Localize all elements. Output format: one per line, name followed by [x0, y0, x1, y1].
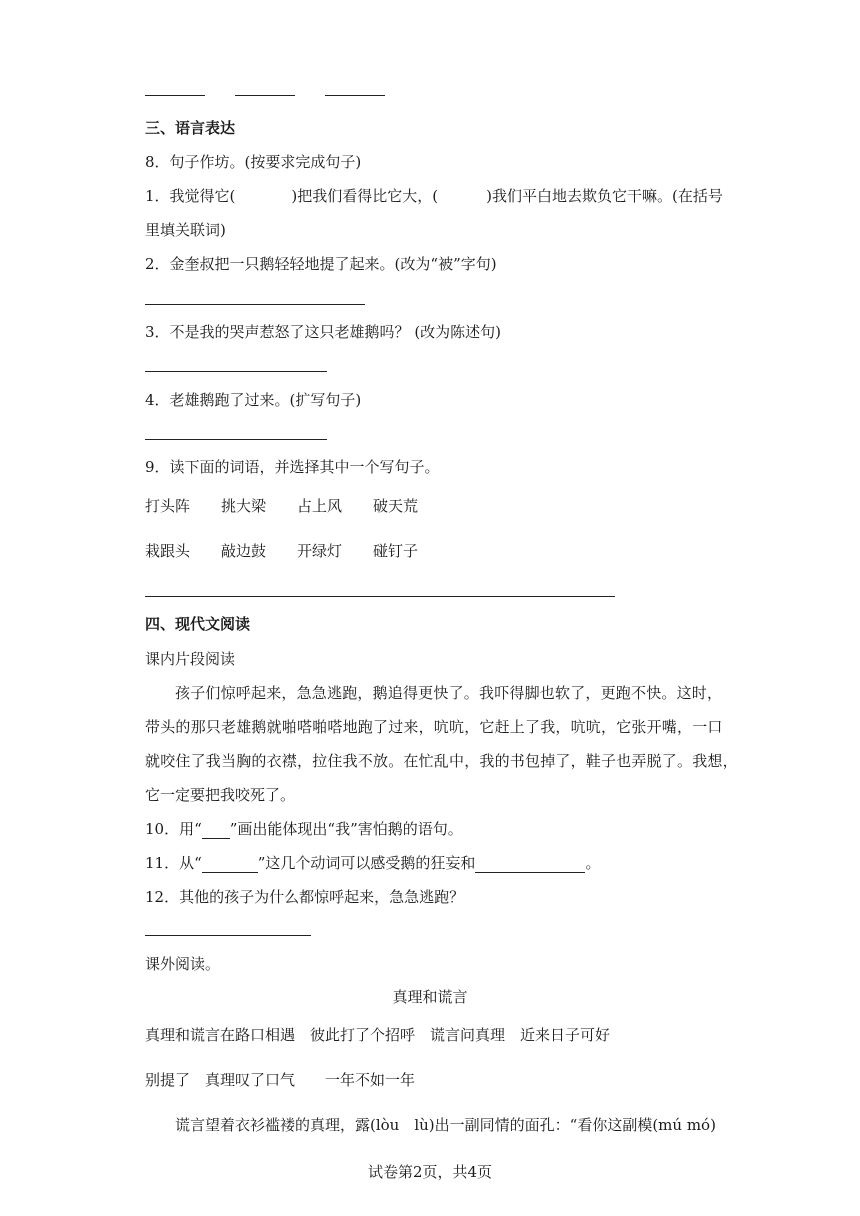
passage-line-2: 带头的那只老雄鹅就啪嗒啪嗒地跑了过来，吭吭，它赶上了我，吭吭，它张开嘴，一口 — [145, 718, 723, 736]
extra-reading-label: 课外阅读。 — [145, 955, 221, 973]
answer-blank-3 — [325, 95, 385, 96]
answer-line-q12[interactable] — [145, 935, 311, 936]
question-9-title: 9．读下面的词语，并选择其中一个写句子。 — [145, 458, 440, 476]
section-heading-3: 三、语言表达 — [145, 119, 236, 137]
idiom: 碰钉子 — [373, 542, 419, 560]
idiom: 挑大梁 — [221, 497, 267, 515]
sentence-1-part-3: )我们平白地去欺负它干嘛。(在括号 — [486, 187, 723, 205]
question-8-sentence-3: 3．不是我的哭声惹怒了这只老雄鹅吗？ (改为陈述句) — [145, 323, 502, 341]
poem-line-1: 真理和谎言在路口相遇 彼此打了个招呼 谎言问真理 近来日子可好 — [145, 1026, 611, 1044]
idiom: 打头阵 — [145, 497, 191, 515]
idiom: 破天荒 — [373, 497, 419, 515]
idiom-row-2 — [145, 540, 449, 561]
answer-blank-2 — [235, 95, 295, 96]
question-10-part-a: 10．用“ — [145, 820, 202, 838]
answer-line-s4[interactable] — [145, 439, 327, 440]
sentence-1-part-2: )把我们看得比它大，( — [291, 187, 439, 205]
question-8-sentence-4: 4．老雄鹅跑了过来。(扩写句子) — [145, 391, 362, 409]
section-heading-4: 四、现代文阅读 — [145, 615, 251, 633]
story-line-1: 谎言望着衣衫褴褛的真理，露(lòu lù)出一副同情的面孔：“看你这副模(mú mó) — [175, 1116, 716, 1134]
idiom-row-1 — [145, 495, 449, 516]
sentence-1-part-1: 1．我觉得它( — [145, 187, 236, 205]
poem-title: 真理和谎言 — [392, 988, 468, 1006]
idiom: 敲边鼓 — [221, 542, 267, 560]
answer-blank-1 — [145, 95, 205, 96]
passage-line-4: 它一定要把我咬死了。 — [145, 786, 296, 804]
underline-sample — [202, 837, 230, 839]
answer-line-s3[interactable] — [145, 371, 327, 372]
answer-line-s2[interactable] — [145, 304, 365, 305]
feeling-blank[interactable] — [475, 871, 585, 873]
page-footer: 试卷第2页，共4页 — [367, 1163, 493, 1181]
idiom: 栽跟头 — [145, 542, 191, 560]
question-8-sentence-1-continued: 里填关联词) — [145, 221, 226, 239]
idiom: 占上风 — [297, 497, 343, 515]
question-11-part-c: 。 — [585, 854, 601, 872]
question-8-sentence-2: 2．金奎叔把一只鹅轻轻地提了起来。(改为“被”字句) — [145, 255, 497, 273]
verbs-blank[interactable] — [202, 871, 258, 873]
answer-line-q9[interactable] — [145, 596, 615, 597]
in-class-reading-label: 课内片段阅读 — [145, 650, 236, 668]
passage-line-1: 孩子们惊呼起来，急急逃跑，鹅追得更快了。我吓得脚也软了，更跑不快。这时， — [175, 684, 723, 702]
passage-line-3: 就咬住了我当胸的衣襟，拉住我不放。在忙乱中，我的书包掉了，鞋子也弄脱了。我想， — [145, 752, 738, 770]
question-11-part-a: 11．从“ — [145, 854, 202, 872]
question-11-part-b: ”这几个动词可以感受鹅的狂妄和 — [257, 854, 476, 872]
question-10-part-b: ”画出能体现出“我”害怕鹅的语句。 — [229, 820, 463, 838]
question-8-sentence-1 — [145, 185, 723, 206]
idiom: 开绿灯 — [297, 542, 343, 560]
poem-line-2: 别提了 真理叹了口气 一年不如一年 — [145, 1071, 416, 1089]
question-10 — [145, 818, 463, 839]
question-12: 12．其他的孩子为什么都惊呼起来，急急逃跑？ — [145, 888, 465, 906]
question-11 — [145, 852, 600, 873]
question-8-title: 8．句子作坊。(按要求完成句子) — [145, 153, 362, 171]
